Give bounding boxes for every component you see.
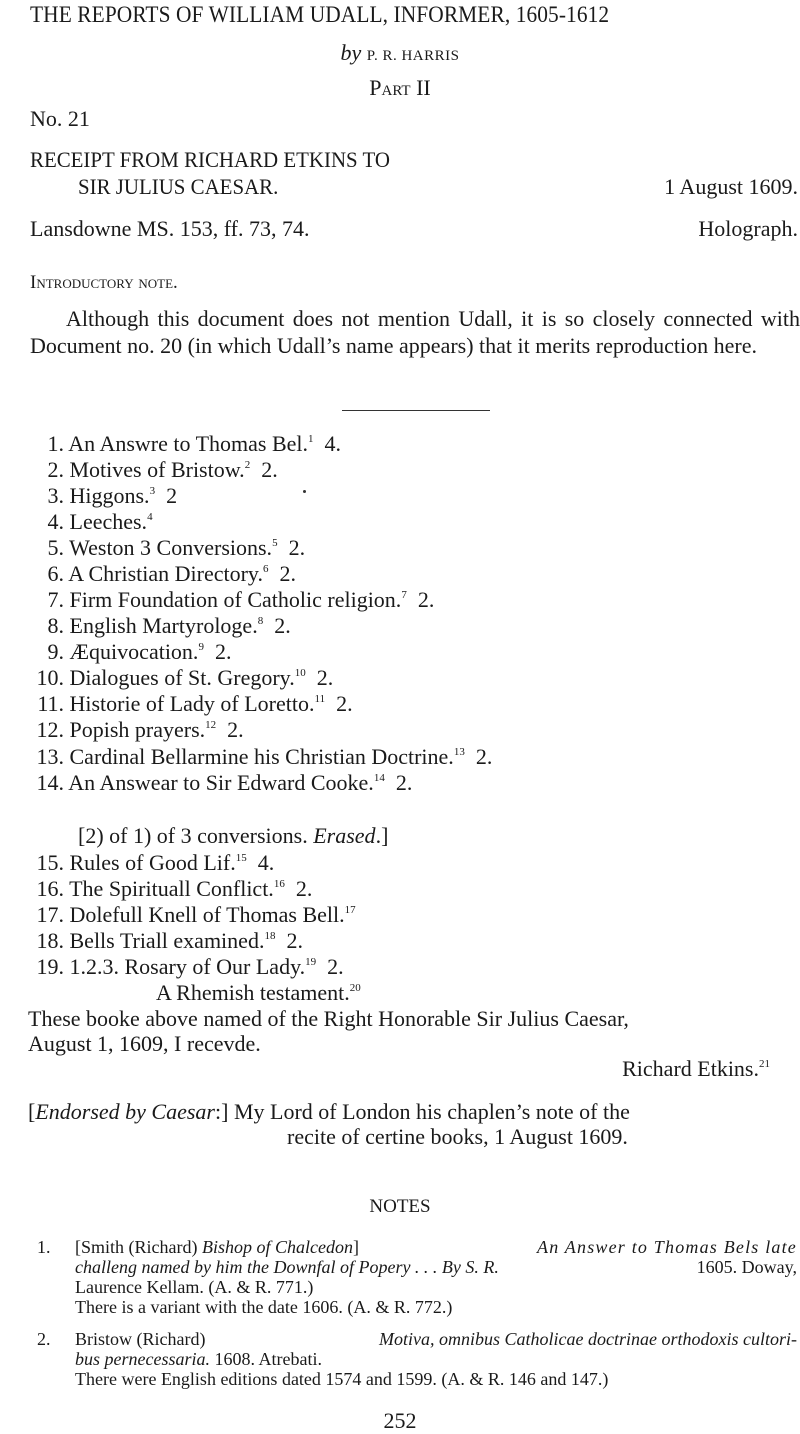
rhemish-text: A Rhemish testament. <box>156 980 350 1005</box>
item-number: 17. <box>36 902 64 927</box>
footnote-ref: 9 <box>198 641 204 653</box>
footnote-ref: 4 <box>147 511 153 523</box>
note-text: [Smith (Richard) <box>75 1237 198 1257</box>
footnote-ref: 5 <box>272 537 278 549</box>
footnote-ref: 21 <box>759 1058 770 1070</box>
book-list-item <box>30 770 412 796</box>
item-number: 9. <box>47 639 64 664</box>
book-list-item <box>30 691 353 717</box>
item-title: Leeches. <box>69 509 148 534</box>
item-number: 8. <box>47 613 64 638</box>
item-number: 10. <box>36 665 64 690</box>
endorsement-label: Endorsed by Caesar <box>35 1099 215 1124</box>
document-form: Holograph. <box>698 216 798 241</box>
item-number: 11. <box>37 691 64 716</box>
book-list-item <box>30 431 341 457</box>
endorsement-line2: recite of certine books, 1 August 1609. <box>287 1124 628 1149</box>
item-title: Cardinal Bellarmine his Christian Doctrine. <box>69 744 454 769</box>
running-title: THE REPORTS OF WILLIAM UDALL, INFORMER, 1605-1612 <box>30 2 610 27</box>
book-list-item <box>30 613 291 639</box>
note-text: 1608. Atrebati. <box>214 1349 322 1369</box>
item-number: 1. <box>47 431 64 456</box>
byline-by: by <box>340 40 362 65</box>
item-quantity: 2. <box>325 691 353 716</box>
item-number: 3. <box>47 483 64 508</box>
item-number: 7. <box>47 587 64 612</box>
book-list-item <box>30 587 434 613</box>
book-list-item <box>30 665 333 691</box>
item-number: 4. <box>47 509 64 534</box>
print-speck <box>303 490 306 493</box>
footnote-ref: 17 <box>344 904 356 916</box>
note-text: 1605. Doway, <box>696 1257 797 1277</box>
bracket: :] <box>214 1099 229 1124</box>
erased-close: .] <box>375 823 389 848</box>
item-title: Dialogues of St. Gregory. <box>69 665 295 690</box>
book-list-item <box>30 876 312 902</box>
document-title-line1: RECEIPT FROM RICHARD ETKINS TO <box>30 147 391 172</box>
item-quantity: 2. <box>464 744 493 769</box>
item-prefix: 1.2.3. <box>69 954 125 979</box>
footnote-ref: 19 <box>305 956 317 968</box>
footnote-ref: 8 <box>257 615 264 627</box>
footnote-ref: 20 <box>349 982 361 994</box>
erased-text: [2) of 1) of 3 conversions. <box>78 823 308 848</box>
signature <box>622 1056 770 1082</box>
item-number: 15. <box>36 850 64 875</box>
item-title: An Answre to Thomas Bel. <box>68 431 309 456</box>
book-list-item <box>30 535 305 561</box>
item-title: The Spirituall Conflict. <box>69 876 274 901</box>
note-italic: Motiva, omnibus Catholicae doctrinae orthodoxis cultori- <box>379 1329 797 1349</box>
receipt-line1: These booke above named of the Right Honorable Sir Julius Caesar, <box>28 1006 629 1031</box>
document-number: No. 21 <box>30 106 90 131</box>
note-italic: An Answer to Thomas Bels late <box>537 1237 797 1257</box>
footnote-ref: 15 <box>235 852 247 864</box>
footnote-ref: 11 <box>314 693 326 705</box>
intro-heading: Introductory note. <box>30 272 178 293</box>
note-text: Bristow (Richard) <box>75 1329 206 1349</box>
signature-name: Richard Etkins. <box>622 1056 759 1081</box>
book-list-item <box>30 954 344 980</box>
note-2-number: 2. <box>37 1329 51 1349</box>
item-title: Historie of Lady of Loretto. <box>69 691 315 716</box>
notes-heading: NOTES <box>369 1196 431 1217</box>
book-list-item <box>30 902 356 928</box>
item-number: 19. <box>36 954 64 979</box>
item-title: An Answear to Sir Edward Cooke. <box>68 770 374 795</box>
book-list-item <box>30 850 274 876</box>
footnote-ref: 10 <box>294 667 306 679</box>
item-title: Popish prayers. <box>69 717 206 742</box>
item-title: Bells Triall examined. <box>69 928 265 953</box>
item-title: Firm Foundation of Catholic religion. <box>69 587 402 612</box>
book-list-item <box>30 717 244 743</box>
book-list-item <box>30 561 296 587</box>
footnote-ref: 6 <box>263 563 269 575</box>
item-number: 5. <box>47 535 64 560</box>
item-number: 16. <box>36 876 64 901</box>
book-list-item <box>30 483 177 509</box>
endorsement-text: My Lord of London his chaplen’s note of the <box>233 1099 630 1124</box>
note-1 <box>75 1237 800 1317</box>
item-quantity: 2. <box>203 639 232 664</box>
document-title-line2: SIR JULIUS CAESAR. <box>78 174 279 199</box>
footnote-ref: 2 <box>244 459 251 471</box>
receipt-line2: August 1, 1609, I recevde. <box>28 1031 261 1056</box>
footnote-ref: 12 <box>205 719 217 731</box>
rhemish-item <box>156 980 361 1006</box>
note-text: There is a variant with the date 1606. (A. & R. 772.) <box>75 1297 453 1317</box>
item-quantity: 2. <box>277 535 306 560</box>
section-divider <box>342 410 490 411</box>
item-title: English Martyrologe. <box>69 613 258 638</box>
note-text: Laurence Kellam. (A. & R. 771.) <box>75 1277 314 1297</box>
bracket: [ <box>28 1099 36 1124</box>
item-number: 2. <box>47 457 64 482</box>
item-title: Higgons. <box>69 483 150 508</box>
footnote-ref: 16 <box>273 878 285 890</box>
part-heading: Part II <box>369 75 431 100</box>
item-quantity: 2. <box>284 876 313 901</box>
book-list-item <box>30 457 278 483</box>
intro-text: Although this document does not mention Udall, it is so closely connected with Document no. 20 (in which Udall’s name appears) that it merits reproduction here. <box>30 306 800 358</box>
item-quantity: 2. <box>250 457 278 482</box>
item-number: 12. <box>36 717 64 742</box>
footnote-ref: 14 <box>373 772 385 784</box>
note-text: ] <box>352 1237 359 1257</box>
note-italic: bus pernecessaria. <box>75 1349 210 1369</box>
item-title: Rosary of Our Lady. <box>124 954 306 979</box>
footnote-ref: 3 <box>149 485 156 497</box>
document-source: Lansdowne MS. 153, ff. 73, 74. <box>30 216 310 241</box>
book-list-item <box>30 928 303 954</box>
footnote-ref: 1 <box>308 433 314 445</box>
erased-label: Erased <box>313 823 376 848</box>
note-italic: challeng named by him the Downfal of Popery . . . By S. R. <box>75 1257 499 1277</box>
author: P. R. HARRIS <box>366 48 460 64</box>
erased-note <box>78 823 388 849</box>
item-number: 6. <box>47 561 64 586</box>
item-quantity: 2. <box>216 717 244 742</box>
item-quantity: 2. <box>316 954 344 979</box>
item-title: Rules of Good Lif. <box>69 850 236 875</box>
item-number: 14. <box>36 770 64 795</box>
item-title: Motives of Bristow. <box>69 457 245 482</box>
item-quantity: 2. <box>263 613 291 638</box>
note-1-number: 1. <box>37 1237 51 1257</box>
item-quantity: 4. <box>246 850 275 875</box>
item-title: Dolefull Knell of Thomas Bell. <box>69 902 345 927</box>
note-italic: Bishop of Chalcedon <box>201 1237 353 1257</box>
endorsement-line1 <box>28 1099 630 1125</box>
item-quantity: 2. <box>406 587 435 612</box>
item-title: Æquivocation. <box>69 639 199 664</box>
footnote-ref: 13 <box>453 746 465 758</box>
item-title: A Christian Directory. <box>68 561 263 586</box>
book-list-item <box>30 744 492 770</box>
document-date: 1 August 1609. <box>664 174 798 199</box>
footnote-ref: 18 <box>264 930 276 942</box>
item-quantity: 2. <box>305 665 334 690</box>
item-quantity: 2. <box>268 561 296 586</box>
note-2 <box>75 1329 800 1389</box>
item-quantity: 2. <box>275 928 303 953</box>
note-text: There were English editions dated 1574 and 1599. (A. & R. 146 and 147.) <box>75 1369 609 1389</box>
book-list-item <box>30 509 153 535</box>
page-number: 252 <box>383 1408 417 1433</box>
book-list-item <box>30 639 231 665</box>
item-quantity: 4. <box>313 431 342 456</box>
footnote-ref: 7 <box>401 589 407 601</box>
byline <box>0 40 800 66</box>
item-number: 18. <box>36 928 64 953</box>
item-title: Weston 3 Conversions. <box>69 535 273 560</box>
item-quantity: 2. <box>384 770 413 795</box>
item-number: 13. <box>36 744 64 769</box>
item-quantity: 2 <box>155 483 178 508</box>
